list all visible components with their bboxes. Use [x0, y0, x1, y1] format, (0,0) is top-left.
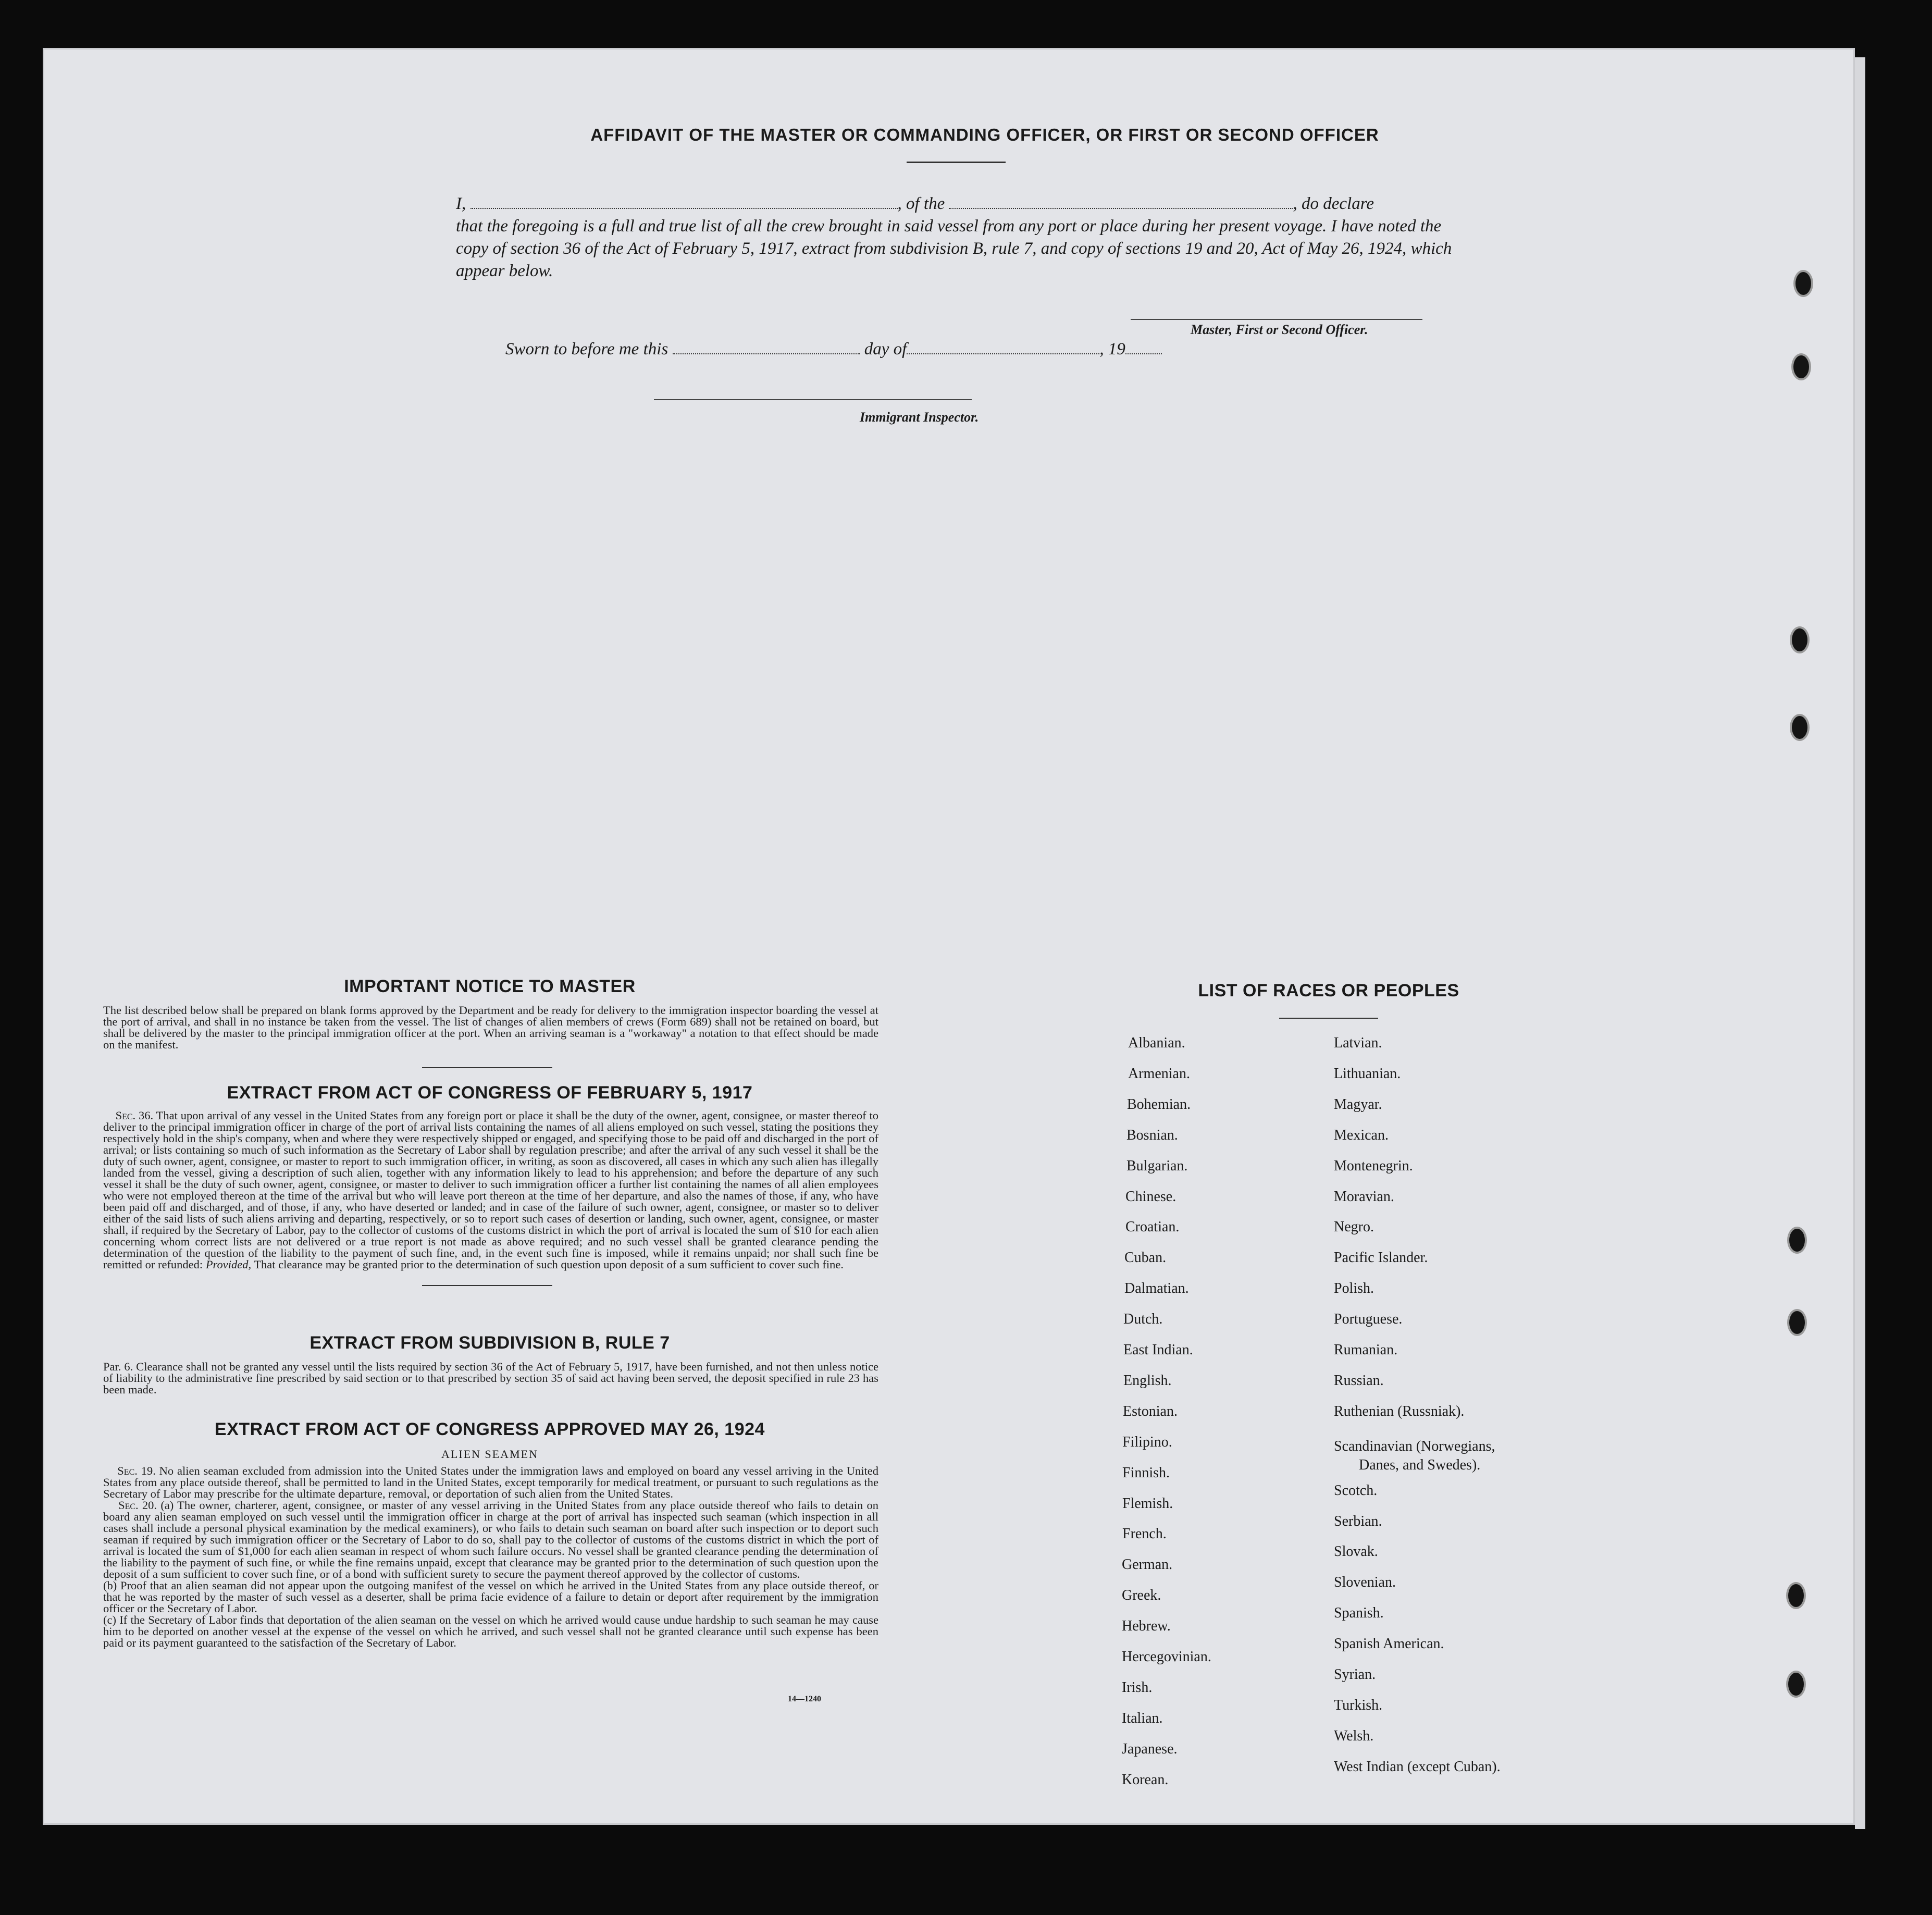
race-item: East Indian. [1123, 1342, 1193, 1358]
divider [422, 1285, 552, 1286]
sec-36-end: That clearance may be granted prior to the determination of such question upon deposit of a sum sufficient to cover such fine. [254, 1258, 844, 1271]
race-item: Bulgarian. [1126, 1157, 1188, 1174]
race-item: Estonian. [1123, 1403, 1178, 1419]
race-item: Portuguese. [1334, 1311, 1403, 1328]
race-item: Italian. [1122, 1710, 1163, 1726]
race-item: Japanese. [1122, 1740, 1178, 1757]
race-item: Serbian. [1334, 1513, 1382, 1529]
race-item: Latvian. [1334, 1035, 1382, 1051]
race-item: Hebrew. [1122, 1618, 1171, 1635]
race-item: Flemish. [1122, 1495, 1173, 1512]
divider [422, 1067, 552, 1068]
race-item: Ruthenian (Russniak). [1334, 1403, 1465, 1419]
race-item: Chinese. [1125, 1188, 1176, 1205]
race-item: Slovenian. [1334, 1574, 1396, 1591]
race-item: Moravian. [1334, 1188, 1394, 1205]
affidavit-line-1 [456, 193, 1456, 215]
affidavit-i: I, [456, 194, 466, 213]
punch-hole [1793, 270, 1813, 297]
inspector-caption: Immigrant Inspector. [860, 410, 979, 425]
extract-1924-text [103, 1465, 878, 1649]
race-item: Cuban. [1124, 1250, 1167, 1266]
race-item: German. [1122, 1556, 1173, 1573]
race-item: Rumanian. [1334, 1342, 1398, 1358]
extract-rule7-title: EXTRACT FROM SUBDIVISION B, RULE 7 [309, 1333, 670, 1353]
race-item: Scotch. [1334, 1482, 1378, 1499]
race-item: Magyar. [1334, 1096, 1382, 1113]
master-signature-line[interactable] [1131, 319, 1422, 320]
affidavit-statement: that the foregoing is a full and true list of all the crew brought in said vessel from any port or place during her present voyage. I have noted the copy of section 36 of the Act of February 5, 1917, extract from subdivision B, rule 7, and copy of sections 19 and 20, Act of May 26, 1924, which appear below. [456, 217, 1452, 280]
name-blank[interactable] [470, 203, 898, 209]
race-item: Armenian. [1128, 1065, 1190, 1082]
race-item: Turkish. [1334, 1697, 1383, 1713]
race-item: Greek. [1122, 1587, 1161, 1604]
master-caption: Master, First or Second Officer. [1191, 322, 1368, 337]
extract-1917-title: EXTRACT FROM ACT OF CONGRESS OF FEBRUARY 5, 1917 [227, 1083, 753, 1103]
month-blank[interactable] [907, 348, 1099, 354]
race-item: Irish. [1122, 1679, 1153, 1696]
race-item: Spanish American. [1334, 1636, 1444, 1652]
race-item: Negro. [1334, 1219, 1374, 1236]
punch-hole [1790, 626, 1810, 653]
race-item: Dalmatian. [1124, 1280, 1189, 1297]
race-item: Spanish. [1334, 1605, 1384, 1622]
affidavit-of-the: , of the [897, 194, 945, 213]
inspector-signature-line[interactable] [654, 399, 972, 400]
affidavit-title: AFFIDAVIT OF THE MASTER OR COMMANDING OFFICER, OR FIRST OR SECOND OFFICER [590, 125, 1379, 144]
race-item: Croatian. [1125, 1219, 1180, 1236]
races-title: LIST OF RACES OR PEOPLES [1198, 981, 1459, 1000]
sec-20-label: Sec. 20. [118, 1499, 157, 1512]
race-item: Albanian. [1128, 1035, 1185, 1051]
race-item: Montenegrin. [1334, 1157, 1413, 1174]
affidavit-body [456, 193, 1456, 282]
vessel-blank[interactable] [949, 203, 1293, 209]
race-item: Pacific Islander. [1334, 1250, 1428, 1266]
race-item: Mexican. [1334, 1127, 1389, 1143]
alien-seamen-subtitle: ALIEN SEAMEN [441, 1448, 538, 1461]
race-item: Lithuanian. [1334, 1065, 1401, 1082]
sec-19-label: Sec. 19. [117, 1464, 156, 1477]
form-number: 14—1240 [788, 1695, 821, 1703]
race-item: French. [1122, 1526, 1167, 1542]
year-blank[interactable] [1125, 348, 1162, 354]
race-item: Scandinavian (Norwegians, [1334, 1438, 1495, 1454]
sec-20b-paragraph: (b) Proof that an alien seaman did not appear upon the outgoing manifest of the vessel on which he arrived in the United States from any place outside thereof, or that he was reported by the master of such vessel as a deserter, shall be prima facie evidence of a failure to detain or deport after requirement by the immigration officer or the Secretary of Labor. [103, 1579, 878, 1615]
sec-20a-paragraph [103, 1500, 878, 1580]
sec-19-paragraph [103, 1465, 878, 1500]
punch-hole [1786, 1582, 1806, 1609]
race-item: Hercegovinian. [1122, 1649, 1211, 1665]
sec-19-body: No alien seaman excluded from admission into the United States under the immigration laws and employed on board any vessel arriving in the United States from any place outside thereof, shall be permitted to land in the United States, except temporarily for medical treatment, or pursuant to such regulations as the Secretary of Labor may prescribe for the ultimate departure, removal, or deportation of such alien from the United States. [103, 1464, 878, 1500]
extract-1924-title: EXTRACT FROM ACT OF CONGRESS APPROVED MAY 26, 1924 [215, 1419, 765, 1439]
sworn-line [505, 340, 1235, 359]
sec-36-body: That upon arrival of any vessel in the United States from any foreign port or place it shall be the duty of the owner, agent, consignee, or master thereof to deliver to the principal immigration officer in charge of the port of arrival lists containing the names of all aliens employed on such vessel, stating the positions they respectively hold in the ship's company, when and where they were respectively shipped or engaged, and specifying those to be paid off and discharged in the port of arrival; or lists containing so much of such information as the Secretary of Labor shall by regulation prescribe; and after the arrival of any such vessel it shall be the duty of such owner, agent, consignee, or master to report to such immigration officer, in writing, as soon as discovered, all cases in which any such alien has illegally landed from the vessel, giving a description of such alien, together with any information likely to lead to his apprehension; and before the departure of any such vessel it shall be the duty of such owner, agent, consignee, or master to deliver to such immigration officer a further list containing the names of all alien employees who were not employed thereon at the time of the arrival but who will leave port thereon at the time of her departure, and also the names of those, if any, who have been paid off and discharged, and of those, if any, who have deserted or landed; and in case of the failure of such owner, agent, consignee, or master so to deliver either of the said lists of such aliens arriving and departing, respectively, or so to report such cases of desertion or landing, such owner, agent, consignee, or master shall, if required by the Secretary of Labor, pay to the collector of customs of the customs district in which the port of arrival is located the sum of $10 for each alien concerning whom correct lists are not delivered or a true report is not made as above required; and no such vessel shall be granted clearance pending the determination of the question of the liability to the payment of such fine, and, in the event such fine is imposed, while it remains unpaid; nor shall such fine be remitted or refunded: [103, 1109, 878, 1271]
day-blank[interactable] [673, 348, 860, 354]
race-item: Welsh. [1334, 1727, 1374, 1744]
affidavit-declare: , do declare [1293, 194, 1374, 213]
race-item: Finnish. [1122, 1464, 1170, 1481]
race-item: English. [1123, 1372, 1172, 1389]
race-item: Bosnian. [1126, 1127, 1178, 1143]
provided-term: Provided, [205, 1258, 252, 1271]
race-item: Slovak. [1334, 1543, 1378, 1560]
sec-20a-body: (a) The owner, charterer, agent, consignee, or master of any vessel arriving in the United States from any place outside thereof who fails to detain on board any alien seaman employed on such vessel until the immigration officer in charge at the port of arrival has inspected such seaman (which inspection in all cases shall include a personal physical examination by the medical examiners), or who fails to detain such seaman on board after such inspection or to deport such seaman if required by such immigration officer or the Secretary of Labor to do so, shall pay to the collector of customs of the customs district in which the port of arrival is located the sum of $1,000 for each alien seaman in respect of whom such failure occurs. No vessel shall be granted clearance pending the determination of the liability to the payment of such fine, or while the fine remains unpaid, except that clearance may be granted prior to the determination of such question upon the deposit of a sum sufficient to cover such fine, or of a bond with sufficient surety to secure the payment thereof approved by the collector of customs. [103, 1499, 878, 1580]
title-rule [907, 162, 1006, 163]
punch-hole [1787, 1309, 1807, 1336]
race-item: Polish. [1334, 1280, 1374, 1297]
punch-hole [1786, 1671, 1806, 1698]
punch-hole [1787, 1227, 1807, 1254]
sec-20c-paragraph: (c) If the Secretary of Labor finds that deportation of the alien seaman on the vessel on which he arrived would cause undue hardship to such seaman he may cause him to be deported on another vessel at the expense of the vessel on which he arrived, and such vessel shall not be granted clearance until such expense has been paid or its payment guaranteed to the satisfaction of the Secretary of Labor. [103, 1613, 878, 1649]
race-item: Danes, and Swedes). [1359, 1457, 1481, 1473]
notice-title: IMPORTANT NOTICE TO MASTER [344, 977, 636, 996]
extract-rule7-text: Par. 6. Clearance shall not be granted any vessel until the lists required by section 36 of the Act of February 5, 1917, have been furnished, and not then unless notice of liability to the administrative fine prescribed by said section or to that prescribed by section 35 of said act having been served, the deposit specified in rule 23 has been made. [103, 1360, 878, 1396]
punch-hole [1790, 714, 1810, 741]
page-edge [1855, 57, 1865, 1829]
race-item: Filipino. [1122, 1434, 1172, 1450]
race-item: Korean. [1122, 1771, 1169, 1788]
notice-text: The list described below shall be prepared on blank forms approved by the Department and be ready for delivery to the immigration inspector boarding the vessel at the port of arrival, and shall in no instance be taken from the vessel. The list of changes of alien members of crews (Form 689) shall not be retained on board, but shall be delivered by the master to the principal immigration officer at the port. When an arriving seaman is a "workaway" a notation to that effect should be made on the manifest. [103, 1004, 878, 1051]
race-item: West Indian (except Cuban). [1334, 1758, 1501, 1775]
sworn-day-of: day of [864, 340, 907, 359]
race-item: Bohemian. [1127, 1096, 1191, 1113]
race-item: Russian. [1334, 1372, 1384, 1389]
race-item: Dutch. [1123, 1311, 1163, 1328]
race-item: Syrian. [1334, 1666, 1376, 1683]
sworn-prefix: Sworn to before me this [505, 340, 668, 359]
punch-hole [1791, 353, 1811, 380]
races-rule [1279, 1018, 1378, 1019]
sec-36-label: Sec. 36. [115, 1109, 154, 1122]
sworn-year: , 19 [1099, 340, 1125, 359]
extract-1917-text [103, 1110, 878, 1270]
